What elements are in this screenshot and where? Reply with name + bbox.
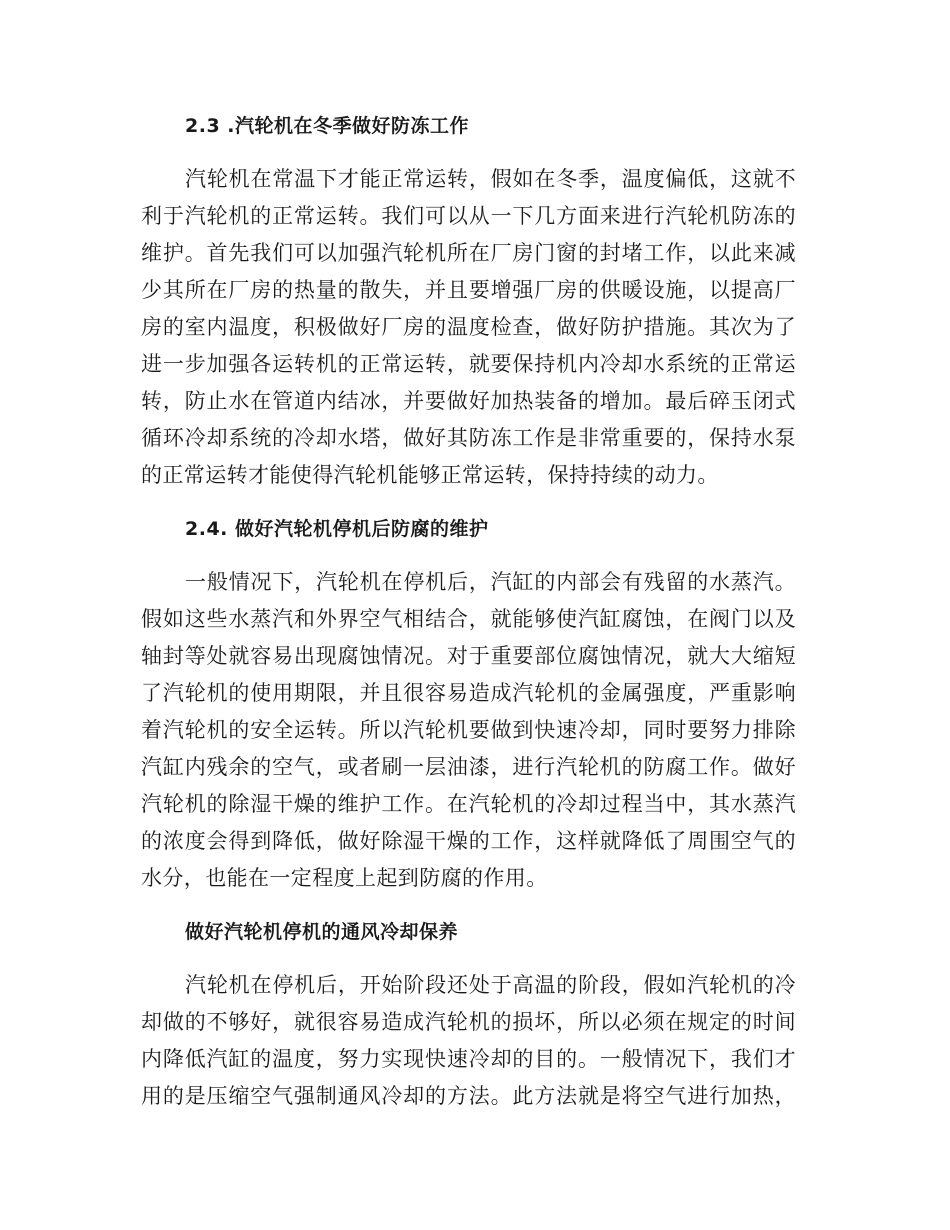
paragraph-line: 着汽轮机的安全运转。所以汽轮机要做到快速冷却，同时要努力排除: [141, 718, 796, 742]
section-heading-2-3: 2.3 .汽轮机在冬季做好防冻工作: [185, 115, 469, 137]
paragraph-line: 少其所在厂房的热量的散失，并且要增强厂房的供暖设施，以提高厂: [141, 278, 796, 302]
section-heading-ventilation: 做好汽轮机停机的通风冷却保养: [185, 921, 459, 943]
paragraph-line: 汽轮机在停机后，开始阶段还处于高温的阶段，假如汽轮机的冷: [185, 973, 796, 997]
paragraph-line: 假如这些水蒸汽和外界空气相结合，就能够使汽缸腐蚀，在阀门以及: [141, 607, 796, 631]
paragraph-line: 用的是压缩空气强制通风冷却的方法。此方法就是将空气进行加热，: [141, 1084, 796, 1108]
paragraph-line: 转，防止水在管道内结冰，并要做好加热装备的增加。最后碎玉闭式: [141, 389, 796, 413]
paragraph-line: 维护。首先我们可以加强汽轮机所在厂房门窗的封堵工作，以此来减: [141, 241, 796, 265]
section-paragraph-2-4: [141, 564, 796, 897]
paragraph-line: 循环冷却系统的冷却水塔，做好其防冻工作是非常重要的，保持水泵: [141, 426, 796, 450]
paragraph-line: 内降低汽缸的温度，努力实现快速冷却的目的。一般情况下，我们才: [141, 1047, 796, 1071]
paragraph-line: 汽轮机的除湿干燥的维护工作。在汽轮机的冷却过程当中，其水蒸汽: [141, 792, 796, 816]
paragraph-line: 进一步加强各运转机的正常运转，就要保持机内冷却水系统的正常运: [141, 352, 796, 376]
paragraph-line: 一般情况下，汽轮机在停机后，汽缸的内部会有残留的水蒸汽。: [185, 570, 796, 594]
paragraph-line: 的正常运转才能使得汽轮机能够正常运转，保持持续的动力。: [141, 463, 719, 487]
paragraph-line: 利于汽轮机的正常运转。我们可以从一下几方面来进行汽轮机防冻的: [141, 204, 796, 228]
paragraph-line: 房的室内温度，积极做好厂房的温度检查，做好防护措施。其次为了: [141, 315, 796, 339]
paragraph-line: 的浓度会得到降低，做好除湿干燥的工作，这样就降低了周围空气的: [141, 829, 796, 853]
paragraph-line: 了汽轮机的使用期限，并且很容易造成汽轮机的金属强度，严重影响: [141, 681, 796, 705]
document-body: [141, 108, 796, 1115]
paragraph-line: 却做的不够好，就很容易造成汽轮机的损坏，所以必须在规定的时间: [141, 1010, 796, 1034]
section-paragraph-ventilation: [141, 967, 796, 1115]
paragraph-line: 轴封等处就容易出现腐蚀情况。对于重要部位腐蚀情况，就大大缩短: [141, 644, 796, 668]
section-heading-2-4: 2.4. 做好汽轮机停机后防腐的维护: [185, 518, 489, 540]
section-paragraph-2-3: [141, 161, 796, 494]
paragraph-line: 水分，也能在一定程度上起到防腐的作用。: [141, 866, 548, 890]
paragraph-line: 汽轮机在常温下才能正常运转，假如在冬季，温度偏低，这就不: [185, 167, 796, 191]
paragraph-line: 汽缸内残余的空气，或者刷一层油漆，进行汽轮机的防腐工作。做好: [141, 755, 796, 779]
